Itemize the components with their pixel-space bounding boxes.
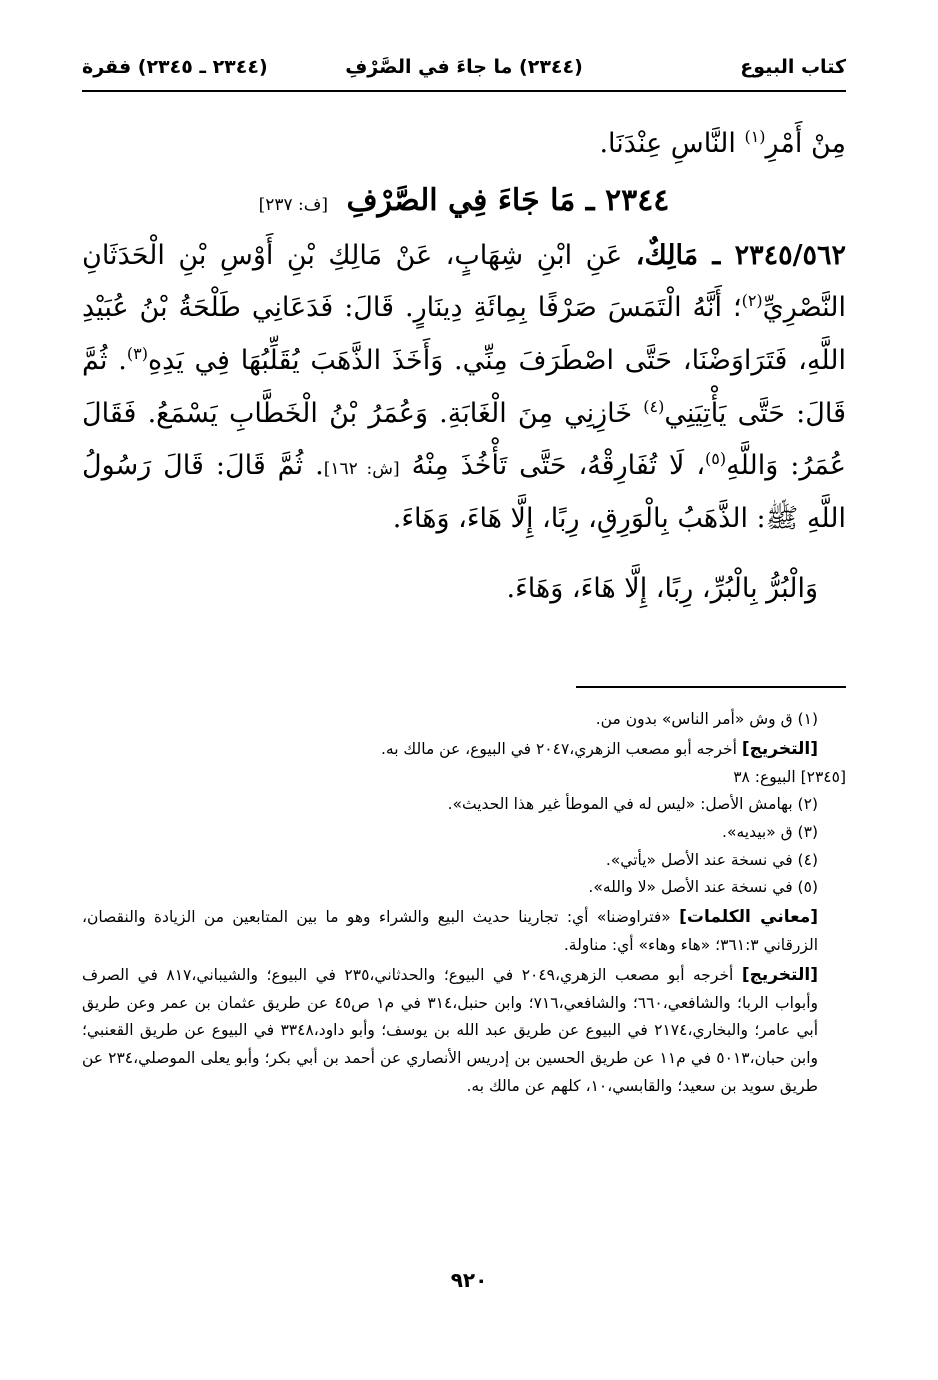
footnote-2: (٢) بهامش الأصل: «ليس له في الموطأ غير هذا الحديث».	[447, 795, 818, 814]
chapter-ref: [ف: ٢٣٧]	[258, 194, 328, 215]
hadith-text-2: ؛ أَنَّهُ الْتَمَسَ صَرْفًا بِمِائَةِ دِينَارٍ. قَالَ: فَدَعَانِي طَلْحَةُ بْنُ عُبَيْدِ اللَّهِ، فَتَرَاوَضْنَا، حَتَّى اصْطَرَفَ مِنِّي. وَأَخَذَ الذَّهَبَ يُقَلِّبُهَا فِي يَدِهِ	[82, 292, 846, 376]
book-title: كتاب البيوع	[740, 56, 846, 78]
hadith-text-3: . ثُمَّ قَالَ: حَتَّى يَأْتِيَنِي	[82, 344, 846, 429]
carry-over-line	[82, 118, 846, 171]
chapter-title-text: ٢٣٤٤ ـ مَا جَاءَ فِي الصَّرْفِ	[346, 182, 670, 218]
carry-tail: النَّاسِ عِنْدَنَا.	[599, 128, 745, 159]
header-rule	[82, 90, 846, 92]
main-text	[82, 118, 846, 616]
footnote-3: (٣) ق «بيديه».	[722, 822, 818, 841]
word-meanings-tag: [معاني الكلمات]	[679, 906, 818, 927]
chapter-title	[82, 183, 846, 218]
footnote-marker-5: (٥)	[705, 449, 727, 469]
takhrij-2	[82, 960, 846, 1101]
takhrij-1-text: أخرجه أبو مصعب الزهري،٢٠٤٧ في البيوع، عن مالك به.	[380, 739, 742, 758]
footnote-4: (٤) في نسخة عند الأصل «يأتي».	[605, 850, 818, 869]
reference-2345: [٢٣٤٥] البيوع: ٣٨	[733, 767, 846, 786]
word-meanings-text: «فتراوضنا» أي: تجارينا حديث البيع والشراء وهو ما بين المتابعين من الزيادة والنقصان، الزرقاني ٣٦١:٣؛ «هاء وهاء» أي: مناولة.	[82, 907, 818, 954]
takhrij-2-tag: [التخريج]	[741, 964, 818, 985]
hadith-number: ٢٣٤٥/٥٦٢ ـ مَالِكٌ،	[635, 239, 846, 271]
footnote-marker-4: (٤)	[643, 396, 665, 416]
footnote-marker-2: (٢)	[741, 291, 763, 311]
footnotes	[82, 706, 846, 1100]
word-meanings	[82, 902, 846, 960]
footnote-marker-3: (٣)	[126, 343, 148, 363]
takhrij-1	[82, 734, 846, 764]
chapter-header: (٢٣٤٤) ما جاءَ في الصَّرْفِ	[345, 56, 583, 78]
carry-text: مِنْ أَمْرِ	[765, 128, 846, 159]
running-header	[82, 54, 846, 90]
takhrij-2-text: أخرجه أبو مصعب الزهري،٢٠٤٩ في البيوع؛ والحدثاني،٢٣٥ في البيوع؛ والشيباني،٨١٧ في الصرف وأبواب الربا؛ والشافعي،٦٦٠؛ والشافعي،٧١٦؛ وابن حنبل،٣١٤ في م١ ص٤٥ عن طريق عثمان بن عمر وعن طريق أبي عامر؛ والبخاري،٢١٧٤ في البيوع عن طريق عبد الله بن يوسف؛ وأبو داود،٣٣٤٨ في البيوع عن طريق القعنبي؛ وابن حبان،٥٠١٣ في م١١ عن طريق الحسين بن إدريس الأنصاري عن أحمد بن أبي بكر؛ وأبو يعلى الموصلي،٢٣٤ عن طريق سويد بن سعيد؛ والقابسي،١٠، كلهم عن مالك به.	[82, 965, 819, 1095]
hadith-text-1: عَنِ ابْنِ شِهَابٍ، عَنْ مَالِكِ بْنِ أَوْسِ بْنِ الْحَدَثَانِ النَّصْرِيِّ	[82, 239, 846, 324]
page-ref: [ش: ١٦٢]	[323, 459, 400, 480]
hadith-paragraph	[82, 230, 846, 546]
hadith-text-5: ، لَا تُفَارِقْهُ، حَتَّى تَأْخُذَ مِنْهُ	[399, 450, 706, 482]
takhrij-1-tag: [التخريج]	[741, 738, 818, 759]
hadith-text-6: . ثُمَّ قَالَ: قَالَ رَسُولُ اللَّهِ ﷺ: الذَّهَبُ بِالْوَرِقِ، رِبًا، إِلَّا هَاءَ، وَهَاءَ.	[82, 450, 846, 534]
footnote-rule	[576, 686, 846, 688]
footnote-5: (٥) في نسخة عند الأصل «لا والله».	[588, 878, 818, 897]
footnote-marker-1: (١)	[744, 127, 766, 146]
page-number: ٩٢٠	[450, 1268, 488, 1292]
hadith-continuation: وَالْبُرُّ بِالْبُرِّ، رِبًا، إِلَّا هَاءَ، وَهَاءَ.	[506, 573, 818, 605]
footnote-1: (١) ق وش «أمر الناس» بدون من.	[595, 710, 818, 728]
hadith-text-4: خَازِنِي مِنَ الْغَابَةِ. وَعُمَرُ بْنُ الْخَطَّابِ يَسْمَعُ. فَقَالَ عُمَرُ: وَاللَّهِ	[82, 397, 846, 482]
paragraph-range: (٢٣٤٤ ـ ٢٣٤٥) فقرة	[82, 56, 268, 78]
